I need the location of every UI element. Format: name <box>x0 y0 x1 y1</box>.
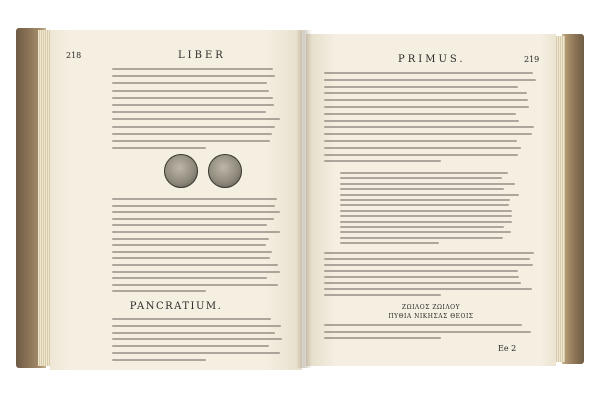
left-page-number: 218 <box>66 51 82 60</box>
text-line <box>324 160 441 162</box>
text-line <box>324 86 518 88</box>
text-line <box>324 324 522 326</box>
text-line <box>324 258 530 260</box>
right-page <box>306 34 556 366</box>
text-line <box>324 276 519 278</box>
coin-image-right <box>208 154 242 188</box>
text-line <box>112 251 272 253</box>
text-line <box>112 332 275 334</box>
text-line <box>112 104 274 106</box>
left-running-head: LIBER <box>178 50 226 61</box>
text-line <box>112 352 280 354</box>
text-line <box>324 120 519 122</box>
text-line <box>112 318 271 320</box>
text-line <box>340 231 511 233</box>
text-line <box>112 359 206 361</box>
text-line <box>112 75 275 77</box>
text-line <box>112 97 273 99</box>
text-line <box>112 218 274 220</box>
text-line <box>324 113 516 115</box>
text-line <box>340 188 504 190</box>
text-line <box>112 111 266 113</box>
right-cover-board <box>562 34 584 364</box>
text-line <box>340 226 504 228</box>
text-line <box>324 99 528 101</box>
text-line <box>112 345 269 347</box>
section-title: PANCRATIUM. <box>129 301 223 312</box>
text-line <box>112 284 278 286</box>
right-page-number: 219 <box>524 55 540 64</box>
text-line <box>324 331 531 333</box>
text-line <box>340 194 519 196</box>
text-line <box>112 140 270 142</box>
text-line <box>112 238 269 240</box>
text-line <box>324 282 521 284</box>
inscription-line-1: ΖΩΙΛΟΣ ΖΩΙΛΟΥ <box>401 304 461 311</box>
text-line <box>112 325 281 327</box>
text-line <box>340 242 439 244</box>
text-line <box>112 147 206 149</box>
text-line <box>112 68 273 70</box>
text-line <box>112 198 277 200</box>
right-running-head: PRIMUS. <box>398 54 466 65</box>
text-line <box>340 237 503 239</box>
text-line <box>112 82 267 84</box>
text-line <box>340 221 512 223</box>
text-line <box>324 126 534 128</box>
text-line <box>324 337 441 339</box>
text-line <box>340 177 502 179</box>
text-line <box>324 294 441 296</box>
text-line <box>324 72 533 74</box>
text-line <box>112 264 278 266</box>
text-line <box>112 205 275 207</box>
coin-image-left <box>164 154 198 188</box>
text-line <box>340 183 515 185</box>
text-line <box>112 133 272 135</box>
text-line <box>112 257 270 259</box>
text-line <box>112 290 206 292</box>
text-line <box>112 277 267 279</box>
text-line <box>324 79 536 81</box>
text-line <box>340 204 509 206</box>
text-line <box>112 90 269 92</box>
text-line <box>340 210 512 212</box>
text-line <box>324 288 532 290</box>
text-line <box>112 211 280 213</box>
left-page <box>50 30 302 370</box>
text-line <box>324 270 518 272</box>
text-line <box>324 264 533 266</box>
text-line <box>112 231 280 233</box>
text-line <box>324 92 527 94</box>
text-line <box>112 338 282 340</box>
text-line <box>112 118 280 120</box>
text-line <box>112 126 275 128</box>
book-gutter <box>296 30 312 368</box>
text-line <box>112 224 267 226</box>
text-line <box>112 271 280 273</box>
text-line <box>340 215 512 217</box>
inscription-line-2: ΠΥΘΙΑ ΝΙΚΗΣΑΣ ΘΕΟΙΣ <box>388 313 474 320</box>
text-line <box>324 133 532 135</box>
text-line <box>324 147 521 149</box>
text-line <box>324 252 534 254</box>
text-line <box>324 140 517 142</box>
text-line <box>324 154 518 156</box>
signature-mark: Ee 2 <box>498 344 517 353</box>
text-line <box>112 244 266 246</box>
text-line <box>340 172 508 174</box>
text-line <box>324 106 529 108</box>
text-line <box>340 199 510 201</box>
